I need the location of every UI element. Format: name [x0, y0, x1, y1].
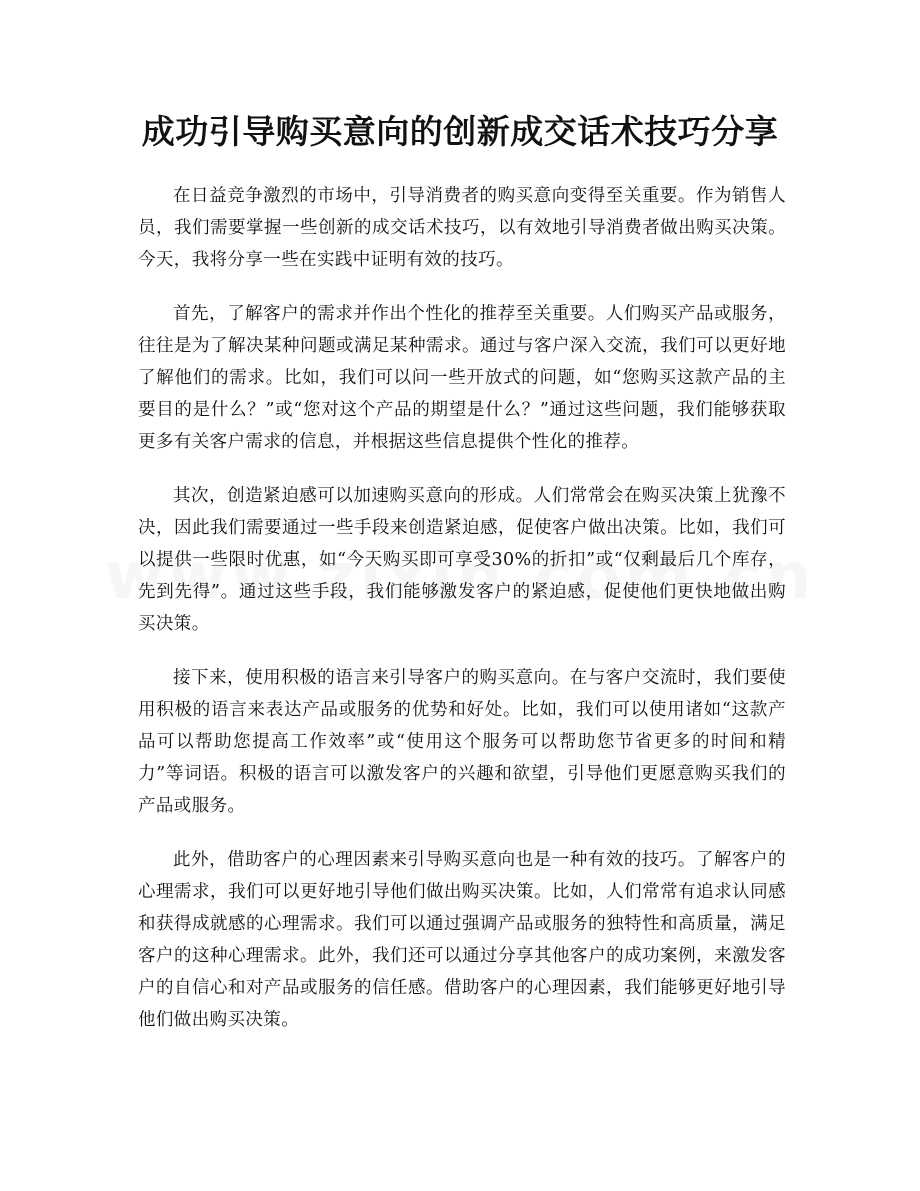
paragraph-intro: 在日益竞争激烈的市场中，引导消费者的购买意向变得至关重要。作为销售人员，我们需要掌握一些创新的成交话术技巧，以有效地引导消费者做出购买决策。今天，我将分享一些在实践中证明有效的技巧。	[138, 186, 786, 270]
paragraph-needs: 首先，了解客户的需求并作出个性化的推荐至关重要。人们购买产品或服务，往往是为了解决某种问题或满足某种需求。通过与客户深入交流，我们可以更好地了解他们的需求。比如，我们可以问一些开放式的问题，如“您购买这款产品的主要目的是什么？”或“您对这个产品的期望是什么？”通过这些问题，我们能够获取更多有关客户需求的信息，并根据这些信息提供个性化的推荐。	[138, 304, 786, 452]
document-body	[138, 180, 786, 1058]
paragraph-psychology: 此外，借助客户的心理因素来引导购买意向也是一种有效的技巧。了解客户的心理需求，我们可以更好地引导他们做出购买决策。比如，人们常常有追求认同感和获得成就感的心理需求。我们可以通过强调产品或服务的独特性和高质量，满足客户的这种心理需求。此外，我们还可以通过分享其他客户的成功案例，来激发客户的自信心和对产品或服务的信任感。借助客户的心理因素，我们能够更好地引导他们做出购买决策。	[138, 850, 786, 1030]
document-title: 成功引导购买意向的创新成交话术技巧分享	[141, 112, 779, 151]
paragraph-positive-language: 接下来，使用积极的语言来引导客户的购买意向。在与客户交流时，我们要使用积极的语言来表达产品或服务的优势和好处。比如，我们可以使用诸如“这款产品可以帮助您提高工作效率”或“使用这个服务可以帮助您节省更多的时间和精力”等词语。积极的语言可以激发客户的兴趣和欲望，引导他们更愿意购买我们的产品或服务。	[138, 668, 786, 816]
paragraph-urgency: 其次，创造紧迫感可以加速购买意向的形成。人们常常会在购买决策上犹豫不决，因此我们需要通过一些手段来创造紧迫感，促使客户做出决策。比如，我们可以提供一些限时优惠，如“今天购买即可享受30%的折扣”或“仅剩最后几个库存，先到先得”。通过这些手段，我们能够激发客户的紧迫感，促使他们更快地做出购买决策。	[138, 486, 786, 634]
